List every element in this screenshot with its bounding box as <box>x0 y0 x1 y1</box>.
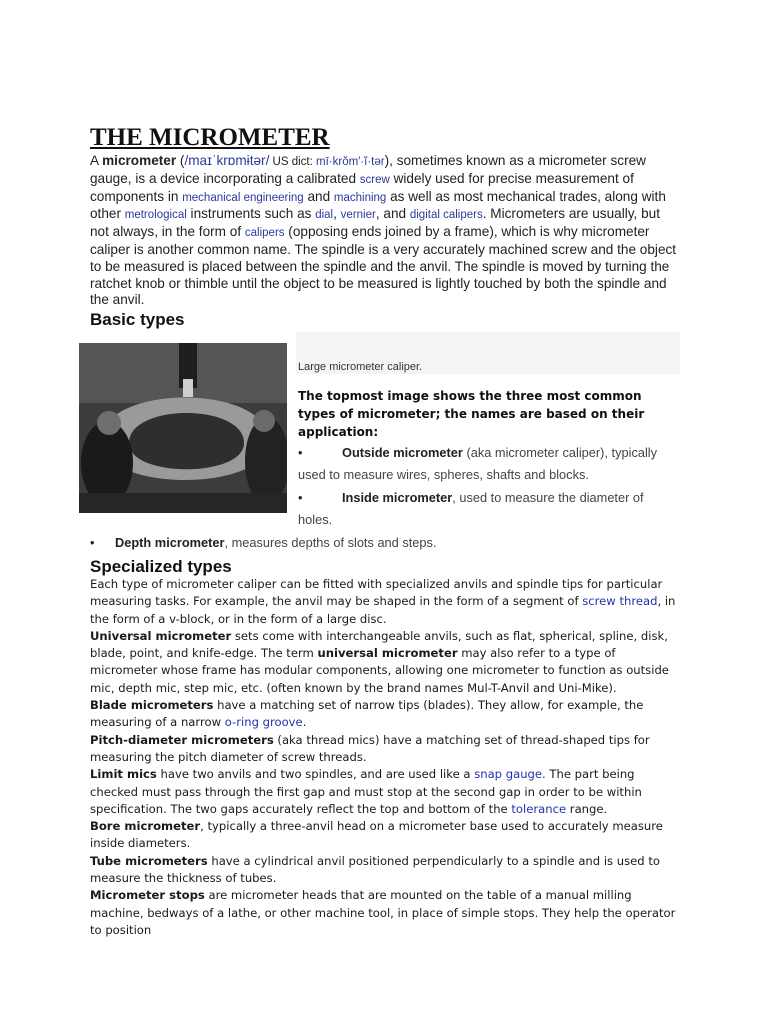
link-vernier[interactable]: vernier <box>340 209 376 222</box>
link-metrological[interactable]: metrological <box>124 209 187 222</box>
intro-text: ( <box>176 153 185 168</box>
intro-text: A <box>90 153 103 168</box>
paragraph-text: . The part being checked must pass through the first gap and must stop at the second gap in order to be within specification. The two gaps accurately reflect the top and bottom of the <box>90 767 642 816</box>
list-item-term: Depth micrometer <box>115 535 225 550</box>
paragraph-text: Each type of micrometer caliper can be fitted with specialized anvils and spindle tips for particular measuring tasks. For example, the anvil may be shaped in the form of a segment of <box>90 577 663 609</box>
page-title: THE MICROMETER <box>90 124 330 151</box>
paragraph <box>90 818 680 853</box>
intro-text: , and <box>375 206 410 222</box>
list-item <box>298 442 680 486</box>
paragraph <box>90 887 680 939</box>
intro-text: (opposing ends joined by a frame), which is why micrometer caliper is another common name. The spindle is a very accurately machined screw and the object to be measured is placed between the spindle and the anvil. The spindle is moved by turning the ratchet knob or thimble until the object to be measured is lightly touched by both the spindle and the anvil. <box>90 224 677 308</box>
link-dial[interactable]: dial <box>315 209 334 222</box>
paragraph-text: are micrometer heads that are mounted on the table of a manual milling machine, bedways of a lathe, or other machine tool, in place of simple stops. They help the operator to position <box>90 888 676 937</box>
paragraph-term: Bore micrometer <box>90 819 201 834</box>
intro-term: micrometer <box>102 153 177 168</box>
intro-text: instruments such as <box>186 206 316 222</box>
list-item <box>90 535 437 550</box>
paragraph <box>90 853 680 888</box>
pronunciation-link[interactable]: /maɪˈkrɒmɨtər/ <box>184 153 270 168</box>
paragraph-term: Pitch-diameter micrometers <box>90 732 274 747</box>
paragraph-text: have a cylindrical anvil positioned perpendicularly to a spindle and is used to measure the thickness of tubes. <box>90 853 660 886</box>
paragraph <box>90 576 680 628</box>
link-snap-gauge[interactable]: snap gauge <box>474 767 543 782</box>
list-item-text: , used to measure the diameter of holes. <box>298 490 644 527</box>
link-screw[interactable]: screw <box>359 173 390 186</box>
link-tolerance[interactable]: tolerance <box>511 801 567 816</box>
list-item <box>298 487 680 531</box>
bullet-dot: • <box>90 535 95 550</box>
paragraph-text: sets come with interchangeable anvils, such as flat, spherical, spline, disk, blade, point, and knife-edge. The term <box>90 628 668 661</box>
paragraph-text: have a matching set of narrow tips (blades). They allow, for example, the measuring of a narrow <box>90 698 644 730</box>
paragraph-term: Blade micrometers <box>90 698 214 713</box>
link-mechanical-engineering[interactable]: mechanical engineering <box>182 191 304 204</box>
intro-paragraph <box>90 153 682 309</box>
link-digital-calipers[interactable]: digital calipers <box>409 209 483 222</box>
intro-text: as well as most mechanical trades, along with other <box>90 188 666 222</box>
image-caption: Large micrometer caliper. <box>298 361 423 373</box>
bullet-dot: • <box>298 445 303 460</box>
basic-types-heading: Basic types <box>90 310 185 329</box>
us-dict-label: US dict: <box>269 156 317 168</box>
list-item-text: (aka micrometer caliper), typically used to measure wires, spheres, shafts and blocks. <box>298 445 658 482</box>
paragraph-text: range. <box>566 801 608 816</box>
paragraph-text: , in the form of a v-block, or in the form of a large disc. <box>90 594 676 626</box>
paragraph <box>90 766 680 818</box>
paragraph <box>90 732 680 767</box>
paragraph-text: . <box>302 715 307 730</box>
micrometer-photo <box>79 343 287 513</box>
paragraph-term: Limit mics <box>90 767 157 782</box>
types-intro: The topmost image shows the three most common types of micrometer; the names are based on their application: <box>298 389 645 439</box>
list-item-term: Outside micrometer <box>342 445 463 460</box>
intro-text: . Micrometers are usually, but not always, in the form of <box>90 206 661 240</box>
list-item-term: Inside micrometer <box>342 490 453 505</box>
link-screw-thread[interactable]: screw thread <box>582 594 658 609</box>
intro-text: , <box>333 206 341 222</box>
us-dict-link[interactable]: mī·krŏm′·ĭ·tər <box>316 156 385 168</box>
paragraph-term: Universal micrometer <box>90 628 232 643</box>
specialized-types-heading: Specialized types <box>90 557 232 576</box>
large-micrometer-image <box>79 343 287 513</box>
intro-text: ), sometimes known as a micrometer screw gauge, is a device incorporating a calibrated <box>90 153 646 186</box>
paragraph <box>90 628 680 697</box>
intro-text: widely used for precise measurement of components in <box>90 170 634 204</box>
paragraph-term: universal micrometer <box>317 646 458 661</box>
intro-text: and <box>303 188 334 204</box>
bullet-dot: • <box>298 490 303 505</box>
paragraph-term: Micrometer stops <box>90 888 205 903</box>
link-o-ring-groove[interactable]: o-ring groove <box>224 715 303 730</box>
paragraph <box>90 697 680 732</box>
paragraph-text: may also refer to a type of micrometer whose frame has modular components, allowing one micrometer to function as outside mic, depth mic, step mic, etc. (often known by the brand names Mul-T-Anvil and Uni-Mike). <box>90 646 669 695</box>
link-calipers[interactable]: calipers <box>244 227 285 240</box>
link-machining[interactable]: machining <box>333 191 387 204</box>
paragraph-term: Tube micrometers <box>90 853 208 868</box>
specialized-types-body <box>90 576 680 939</box>
paragraph-text: have two anvils and two spindles, and are used like a <box>156 767 475 782</box>
list-item-text: , measures depths of slots and steps. <box>224 535 437 550</box>
paragraph-text: , typically a three-anvil head on a micrometer base used to accurately measure inside diameters. <box>90 819 663 851</box>
paragraph-text: (aka thread mics) have a matching set of thread-shaped tips for measuring the pitch diameter of screw threads. <box>90 732 650 764</box>
